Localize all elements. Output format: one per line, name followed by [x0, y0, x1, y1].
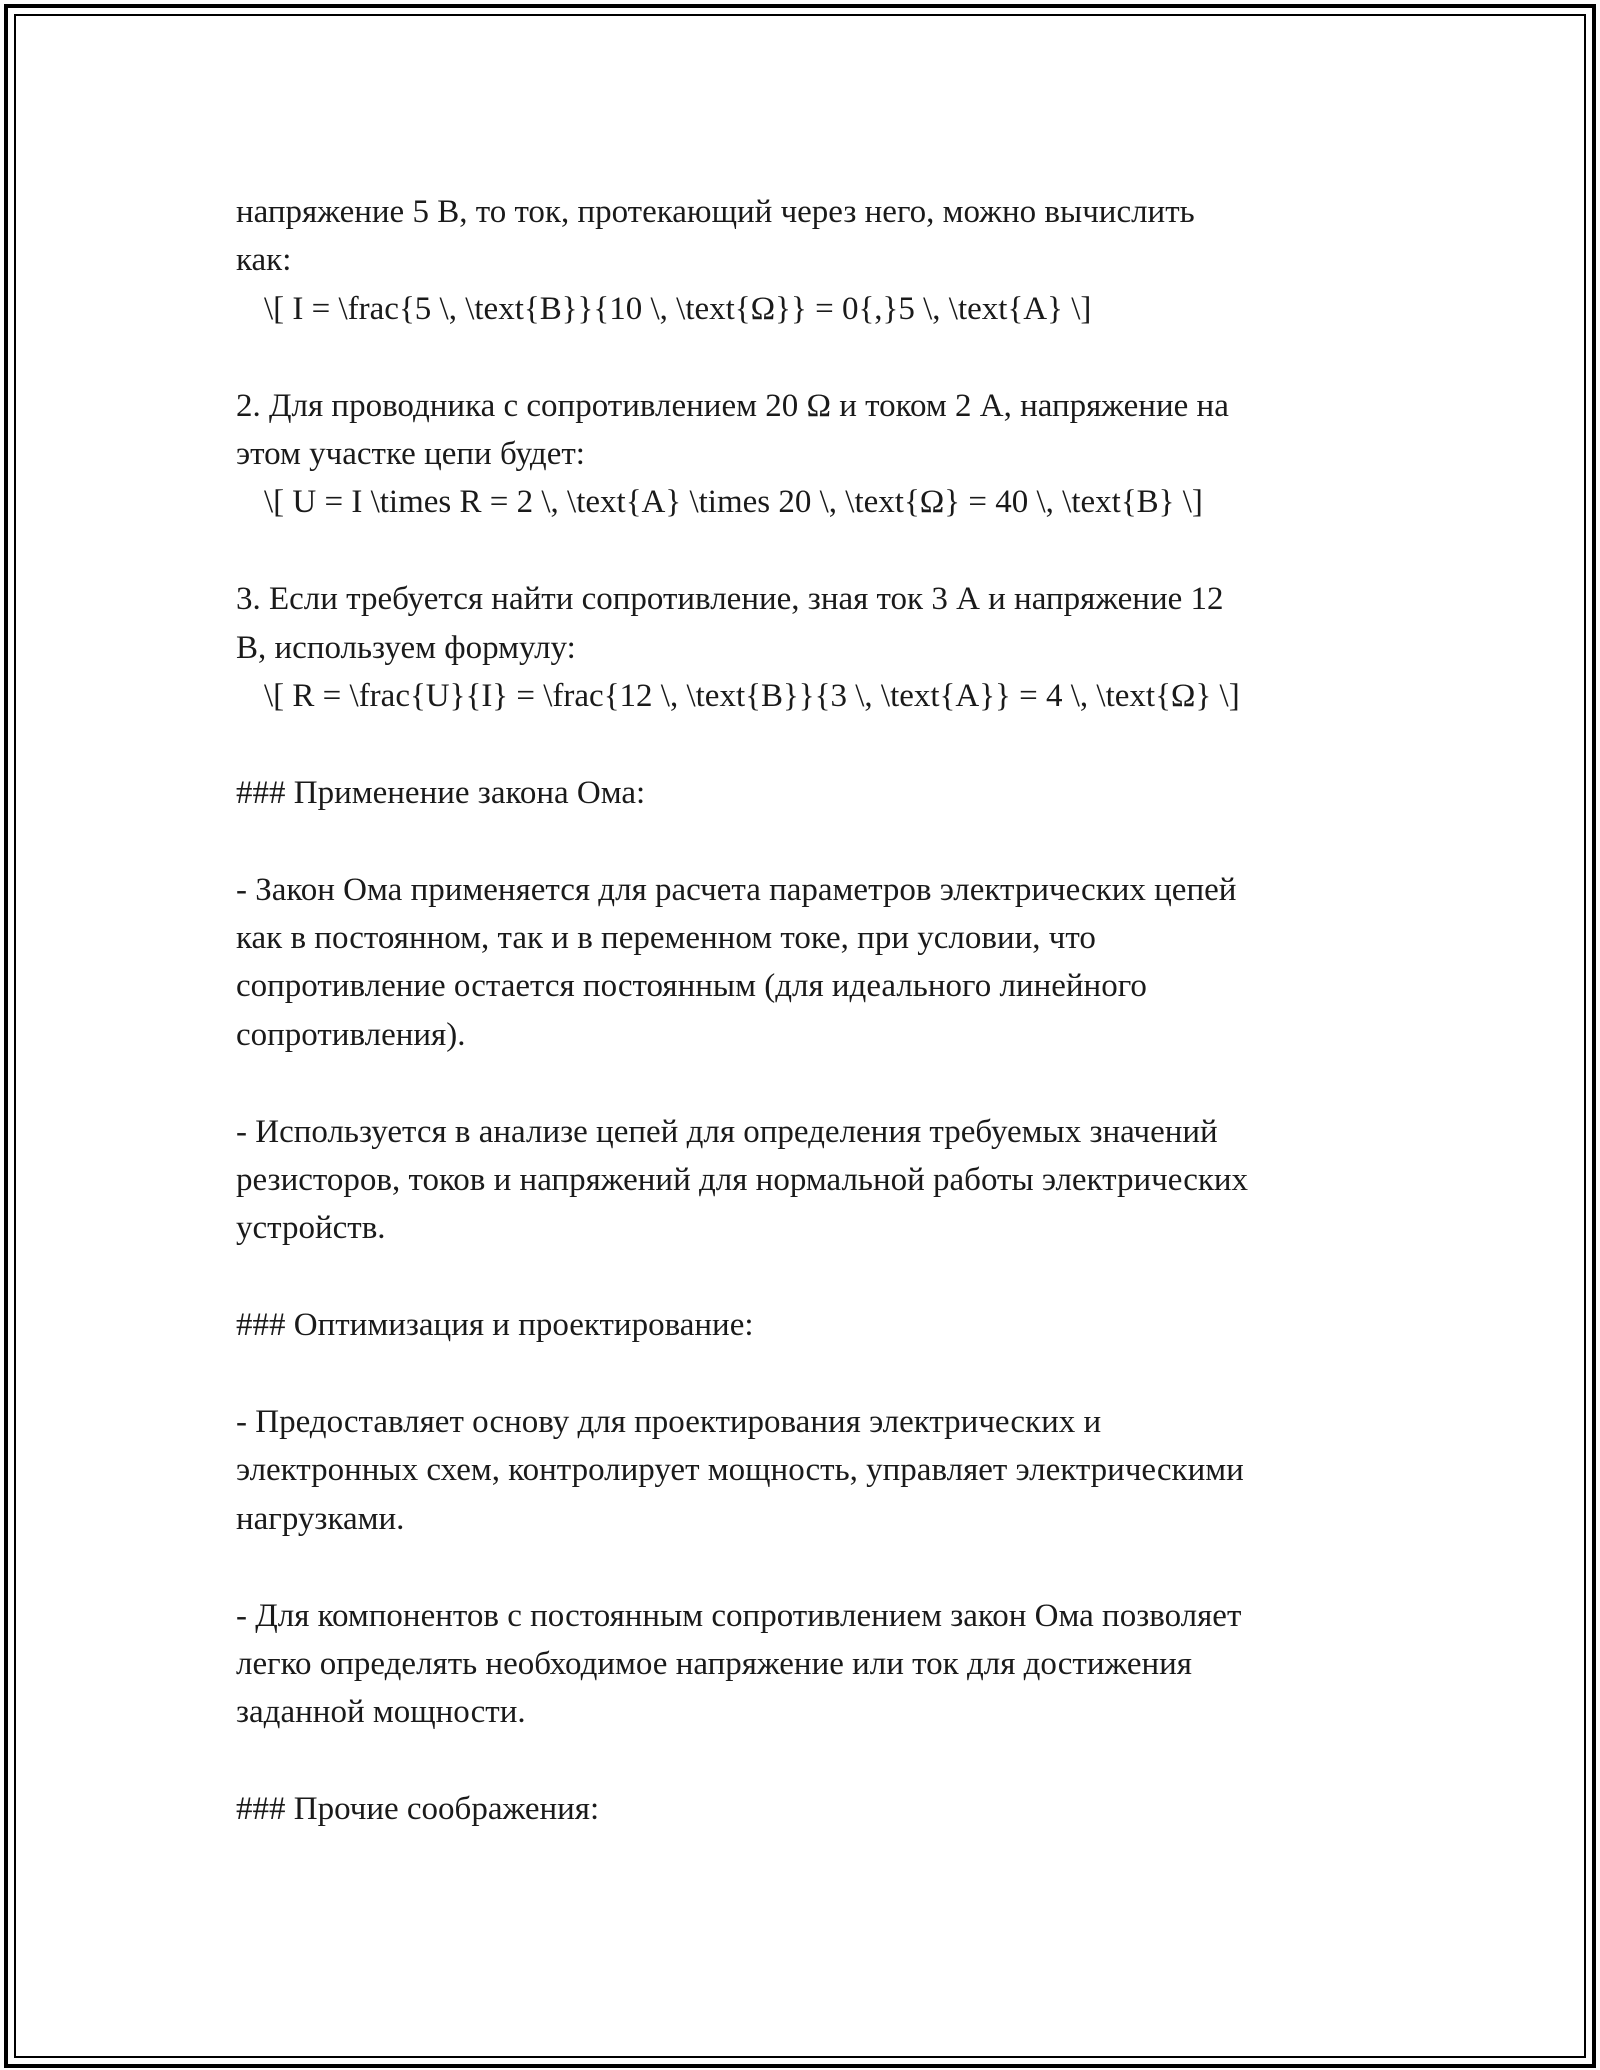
text-line: нагрузками.: [236, 1500, 405, 1537]
text-line: напряжение 5 В, то ток, протекающий через него, можно вычислить: [236, 194, 1195, 230]
text-line: сопротивления).: [236, 1016, 466, 1053]
formula-line: \[ U = I \times R = 2 \, \text{А} \times 20 \, \text{Ω} = 40 \, \text{В} \]: [264, 484, 1203, 521]
section-heading: ### Прочие соображения:: [236, 1791, 600, 1828]
text-line: заданной мощности.: [236, 1694, 526, 1731]
document-body: [236, 188, 1376, 1834]
section-heading: ### Оптимизация и проектирование:: [236, 1307, 754, 1344]
text-line: - Для компонентов с постоянным сопротивлением закон Ома позволяет: [236, 1597, 1242, 1634]
blank-line: [236, 1350, 1376, 1398]
text-line: 3. Если требуется найти сопротивление, зная ток 3 А и напряжение 12: [236, 581, 1224, 618]
text-line: В, используем формулу:: [236, 629, 576, 666]
text-line: - Предоставляет основу для проектирования электрических и: [236, 1404, 1102, 1441]
text-line: резисторов, токов и напряжений для нормальной работы электрических: [236, 1162, 1249, 1199]
blank-line: [236, 1059, 1376, 1107]
blank-line: [236, 1253, 1376, 1301]
text-line: как в постоянном, так и в переменном токе, при условии, что: [236, 920, 1096, 957]
blank-line: [236, 1543, 1376, 1591]
text-line: устройств.: [236, 1210, 386, 1247]
text-line: - Используется в анализе цепей для определения требуемых значений: [236, 1113, 1218, 1150]
blank-line: [236, 1737, 1376, 1785]
section-heading: ### Применение закона Ома:: [236, 774, 646, 811]
blank-line: [236, 527, 1376, 575]
text-line: сопротивление остается постоянным (для идеального линейного: [236, 968, 1147, 1005]
text-line: - Закон Ома применяется для расчета параметров электрических цепей: [236, 871, 1237, 908]
text-line: как:: [236, 242, 292, 279]
text-line: электронных схем, контролирует мощность, управляет электрическими: [236, 1452, 1244, 1489]
formula-line: \[ R = \frac{U}{I} = \frac{12 \, \text{В}}{3 \, \text{А}} = 4 \, \text{Ω} \]: [264, 678, 1240, 715]
blank-line: [236, 720, 1376, 768]
text-line: этом участке цепи будет:: [236, 436, 585, 473]
text-line: легко определять необходимое напряжение или ток для достижения: [236, 1646, 1192, 1683]
blank-line: [236, 817, 1376, 865]
blank-line: [236, 333, 1376, 381]
text-line: 2. Для проводника с сопротивлением 20 Ω и током 2 А, напряжение на: [236, 387, 1229, 424]
formula-line: \[ I = \frac{5 \, \text{В}}{10 \, \text{Ω}} = 0{,}5 \, \text{А} \]: [264, 290, 1092, 327]
